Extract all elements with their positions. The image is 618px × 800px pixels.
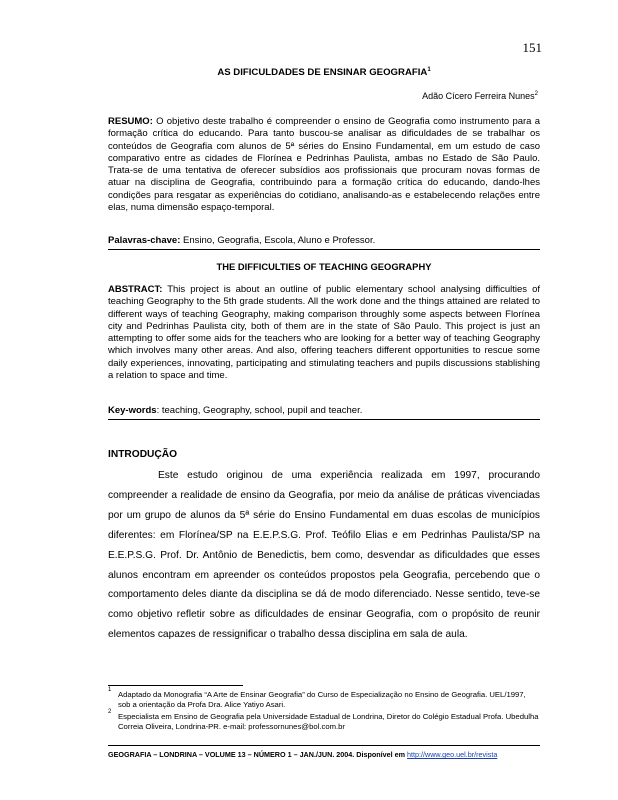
author-name-text: Adão Cícero Ferreira Nunes — [422, 91, 535, 101]
palavras-chave-text: Ensino, Geografia, Escola, Aluno e Professor. — [183, 235, 376, 246]
palavras-chave — [108, 235, 540, 247]
introducao-text: Este estudo originou de uma experiência realizada em 1997, procurando compreender a realidade de ensino da Geografia, por meio da análise de práticas vivenciadas por um grupo de alunos da 5ª série do Ensino Fundamental em duas escolas de municípios diferentes: em Florínea/SP na E.E.P.S.G. Prof. Teófilo Elias e em Pedrinhas Paulista/SP na E.E.P.S.G. Prof. Dr. Antônio de Benedictis, bem como, desvendar as dificuldades que esses alunos encontram em apreender os conteúdos propostos pela Geografia, percebendo que o comportamento deles diante da disciplina se dá de modo diferenciado. Nesse sentido, teve-se como objetivo refletir sobre as dificuldades de ensinar Geografia, com o propósito de reunir elementos capazes de ressignificar o trabalho dessa disciplina em sala de aula. — [108, 470, 540, 641]
footer-divider — [108, 745, 540, 746]
resumo-text: O objetivo deste trabalho é compreender o ensino de Geografia como instrumento para a formação crítica do educando. Para tanto buscou-se analisar as dificuldades de se trabalhar os conteúdos de Geografia com alunos de 5ª séries do Ensino Fundamental, em um estudo de caso comparativo entre as cidades de Florínea e Pedrinhas Paulista, ambas no Estado de São Paulo. Trata-se de uma tentativa de oferecer subsídios aos profissionais que procuram novas formas de atuar na disciplina de Geografia, contribuindo para a formação crítica do educando, dando-lhes condições para resgatar as experiências do cotidiano, analisando-as e estabelecendo relações entre elas, numa dimensão espaço-temporal. — [108, 116, 540, 214]
resumo-paragraph — [108, 116, 540, 214]
author-footnote-mark[interactable]: 2 — [534, 91, 538, 97]
abstract-text: This project is about an outline of public elementary school analysing difficulties of teaching Geography to the 5th grade students. All the work done and the things attained are related to different ways of teaching Geography, making comparison throughly some aspects between Florínea city and Pedrinhas Paulista city, both of them are in the state of São Paulo. This project is just an attempting to offer some aids for the teachers who are looking for a better way of teaching Geography which involves many other areas. And also, offering teachers different opportunities to rescue some daily experiences, innovating, participating and stimulating teachers and pupils discussions stablishing a relation to space and time. — [108, 284, 540, 382]
resumo-label: RESUMO: — [108, 116, 153, 127]
journal-footer — [108, 750, 548, 759]
introducao-heading: INTRODUÇÃO — [108, 449, 178, 460]
keywords-text: : teaching, Geography, school, pupil and teacher. — [156, 405, 363, 416]
author-name — [422, 91, 538, 101]
footnote-2: 2 Especialista em Ensino de Geografia pela Universidade Estadual de Londrina, Diretor do Colégio Estadual Profa. Ubedulha Correia Oliveira, Londrina-PR. e-mail: professornunes@bol.com.br — [108, 709, 539, 731]
abstract-label: ABSTRACT: — [108, 284, 163, 295]
keywords-label: Key-words — [108, 405, 157, 416]
page-number: 151 — [522, 40, 542, 55]
keywords — [108, 405, 540, 417]
journal-link[interactable]: http://www.geo.uel.br/revista — [407, 750, 498, 759]
footnote-text: Especialista em Ensino de Geografia pela Universidade Estadual de Londrina, Diretor do Colégio Estadual Profa. Ubedulha Correia Oliveira, Londrina-PR. e-mail: professornunes@bol.com.br — [118, 712, 539, 731]
article-title-text: AS DIFICULDADES DE ENSINAR GEOGRAFIA — [217, 67, 428, 78]
palavras-chave-label: Palavras-chave: — [108, 235, 181, 246]
article-title — [108, 67, 540, 78]
abstract-paragraph — [108, 284, 540, 382]
footnote-text: Adaptado da Monografia “A Arte de Ensinar Geografia” do Curso de Especialização no Ensino de Geografia. UEL/1997, sob a orientação da Profa Dra. Alice Yatiyo Asari. — [118, 690, 526, 709]
abstract-title: THE DIFFICULTIES OF TEACHING GEOGRAPHY — [216, 261, 432, 272]
title-footnote-mark[interactable]: 1 — [427, 66, 431, 73]
section-divider — [108, 419, 540, 420]
footer-text: GEOGRAFIA – LONDRINA – VOLUME 13 – NÚMERO 1 – JAN./JUN. 2004. Disponível em — [108, 750, 408, 759]
introducao-paragraph — [108, 466, 540, 645]
footnote-1: 1 Adaptado da Monografia “A Arte de Ensinar Geografia” do Curso de Especialização no Ensino de Geografia. UEL/1997, sob a orientação da Profa Dra. Alice Yatiyo Asari. — [108, 690, 540, 710]
section-divider — [108, 249, 540, 250]
footnote-separator — [108, 685, 243, 686]
